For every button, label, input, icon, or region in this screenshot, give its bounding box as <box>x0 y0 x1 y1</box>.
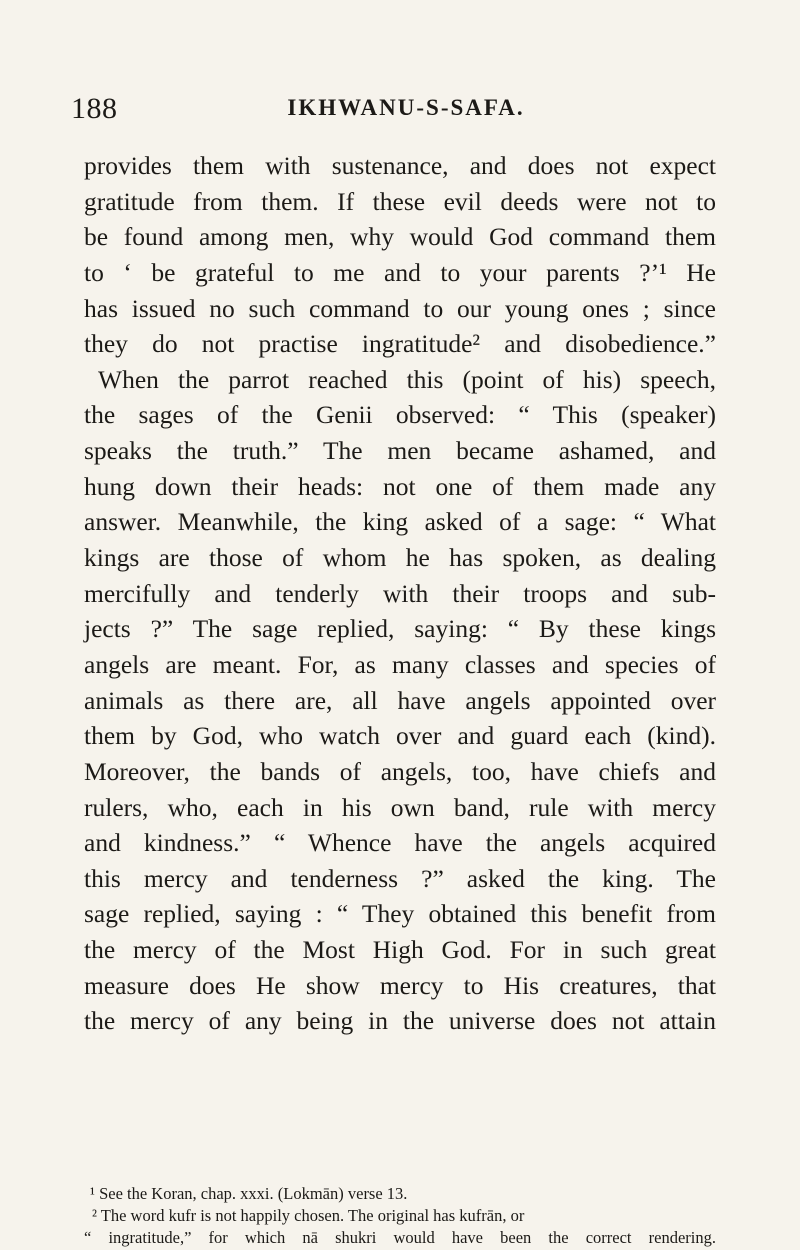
text-line: angels are meant. For, as many classes and species of <box>84 649 716 679</box>
running-head: IKHWANU-S-SAFA. <box>287 95 525 120</box>
text-line: rulers, who, each in his own band, rule with mercy <box>84 792 716 822</box>
text-line: gratitude from them. If these evil deeds were not to <box>84 186 716 216</box>
text-line: measure does He show mercy to His creatures, that <box>84 970 716 1000</box>
text-line: jects ?” The sage replied, saying: “ By these kings <box>84 614 716 644</box>
text-line: has issued no such command to our young ones ; since <box>84 293 716 323</box>
text-line: speaks the truth.” The men became ashamed, and <box>84 436 716 466</box>
text-line: Moreover, the bands of angels, too, have chiefs and <box>84 756 716 786</box>
text-line: answer. Meanwhile, the king asked of a sage: “ What <box>84 507 716 537</box>
text-line-paragraph-start: When the parrot reached this (point of his) speech, <box>98 364 716 394</box>
text-line: provides them with sustenance, and does not expect <box>84 151 716 180</box>
text-line: mercifully and tenderly with their troops and sub- <box>84 578 716 608</box>
page-header <box>71 92 731 132</box>
text-line: they do not practise ingratitude² and disobedience.” <box>84 329 716 359</box>
text-line: this mercy and tenderness ?” asked the king. The <box>84 863 716 893</box>
text-line: kings are those of whom he has spoken, as dealing <box>84 543 716 573</box>
text-line: the sages of the Genii observed: “ This (speaker) <box>84 400 716 430</box>
text-line: sage replied, saying : “ They obtained this benefit from <box>84 899 716 929</box>
footnote-2: ² The word kufr is not happily chosen. The original has kufrān, or <box>92 1206 525 1225</box>
text-line: animals as there are, all have angels appointed over <box>84 685 716 715</box>
text-line: the mercy of any being in the universe does not attain <box>84 1006 716 1036</box>
footnotes <box>84 1183 716 1249</box>
text-line: and kindness.” “ Whence have the angels acquired <box>84 828 716 858</box>
footnote-1: ¹ See the Koran, chap. xxxi. (Lokmān) verse 13. <box>90 1184 408 1203</box>
page-number: 188 <box>71 92 118 125</box>
text-line: the mercy of the Most High God. For in such great <box>84 935 716 965</box>
body-text <box>84 148 716 1039</box>
text-line: to ‘ be grateful to me and to your parents ?’¹ He <box>84 257 716 287</box>
footnote-2-continued: “ ingratitude,” for which nā shukri would have been the correct rendering. <box>84 1228 716 1247</box>
text-line: hung down their heads: not one of them made any <box>84 471 716 501</box>
text-line: them by God, who watch over and guard each (kind). <box>84 721 716 751</box>
text-line: be found among men, why would God command them <box>84 222 716 252</box>
